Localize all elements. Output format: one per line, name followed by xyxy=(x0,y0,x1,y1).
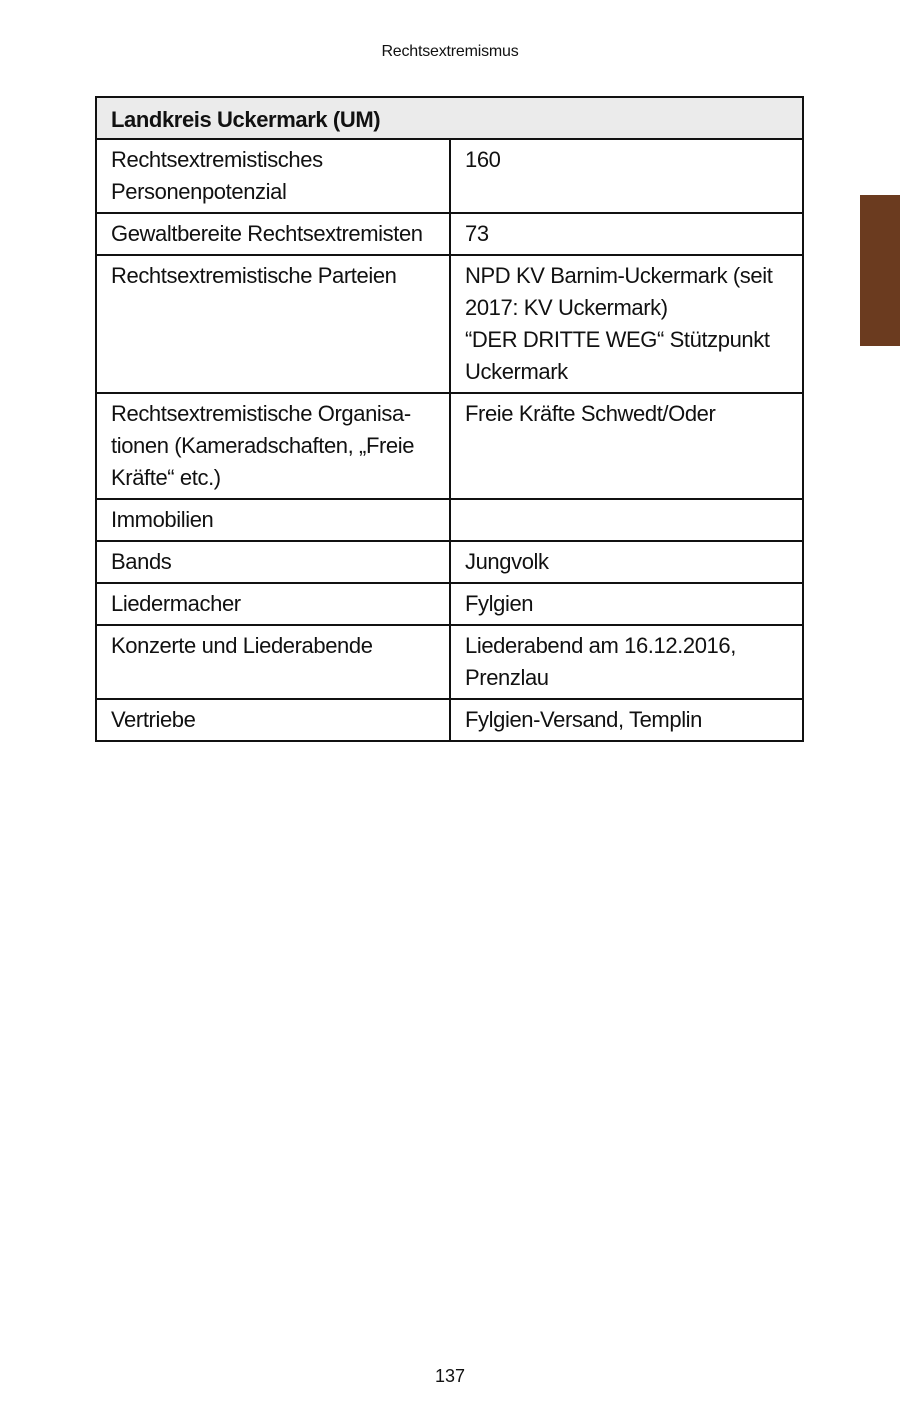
table-row xyxy=(96,213,803,255)
row-label xyxy=(96,541,450,583)
row-value-line: 2017: KV Uckermark) xyxy=(465,295,668,320)
district-table xyxy=(95,96,804,742)
page-number: 137 xyxy=(434,1366,466,1386)
row-value xyxy=(450,625,803,699)
row-label-line: Bands xyxy=(111,549,172,574)
row-value-line: Fylgien xyxy=(465,591,534,616)
row-value-empty xyxy=(465,504,790,536)
row-label-line: Konzerte und Liederabende xyxy=(111,633,373,658)
row-value-line: Prenzlau xyxy=(465,665,549,690)
row-value xyxy=(450,139,803,213)
row-value xyxy=(450,255,803,393)
chapter-thumb-tab xyxy=(860,195,900,346)
row-value xyxy=(450,541,803,583)
running-header: Rechtsextremismus xyxy=(381,43,519,60)
row-value xyxy=(450,499,803,541)
row-value-line: Uckermark xyxy=(465,359,568,384)
row-label-line: Rechtsextremistisches xyxy=(111,147,323,172)
row-label-line: Vertriebe xyxy=(111,707,196,732)
row-label xyxy=(96,499,450,541)
table-row xyxy=(96,393,803,499)
row-value-line: Jungvolk xyxy=(465,549,549,574)
table-row xyxy=(96,583,803,625)
table-row xyxy=(96,255,803,393)
row-label xyxy=(96,393,450,499)
table-row xyxy=(96,541,803,583)
row-value-line: Fylgien-Versand, Templin xyxy=(465,707,703,732)
row-label-line: Liedermacher xyxy=(111,591,241,616)
row-value xyxy=(450,583,803,625)
table-row xyxy=(96,699,803,741)
row-label xyxy=(96,213,450,255)
row-label xyxy=(96,583,450,625)
row-value-line: Freie Kräfte Schwedt/Oder xyxy=(465,401,716,426)
row-value-line: Liederabend am 16.12.2016, xyxy=(465,633,736,658)
row-label-line: Rechtsextremistische Parteien xyxy=(111,263,397,288)
row-label-line: Immobilien xyxy=(111,507,214,532)
row-label-line: Rechtsextremistische Organisa- xyxy=(111,401,411,426)
row-label xyxy=(96,255,450,393)
table-row xyxy=(96,499,803,541)
row-label xyxy=(96,139,450,213)
row-label-line: tionen (Kameradschaften, „Freie xyxy=(111,433,415,458)
row-value xyxy=(450,699,803,741)
row-label xyxy=(96,625,450,699)
row-value-line: “DER DRITTE WEG“ Stützpunkt xyxy=(465,327,770,352)
table-title: Landkreis Uckermark (UM) xyxy=(96,97,803,139)
row-value xyxy=(450,213,803,255)
table-row xyxy=(96,139,803,213)
row-value-line: NPD KV Barnim-Uckermark (seit xyxy=(465,263,773,288)
table-row xyxy=(96,625,803,699)
row-label-line: Gewaltbereite Rechtsextremisten xyxy=(111,221,423,246)
row-value xyxy=(450,393,803,499)
table-title-row xyxy=(96,97,803,139)
row-value-line: 73 xyxy=(465,221,489,246)
row-label xyxy=(96,699,450,741)
row-label-line: Personenpotenzial xyxy=(111,179,287,204)
row-label-line: Kräfte“ etc.) xyxy=(111,465,221,490)
row-value-line: 160 xyxy=(465,147,501,172)
